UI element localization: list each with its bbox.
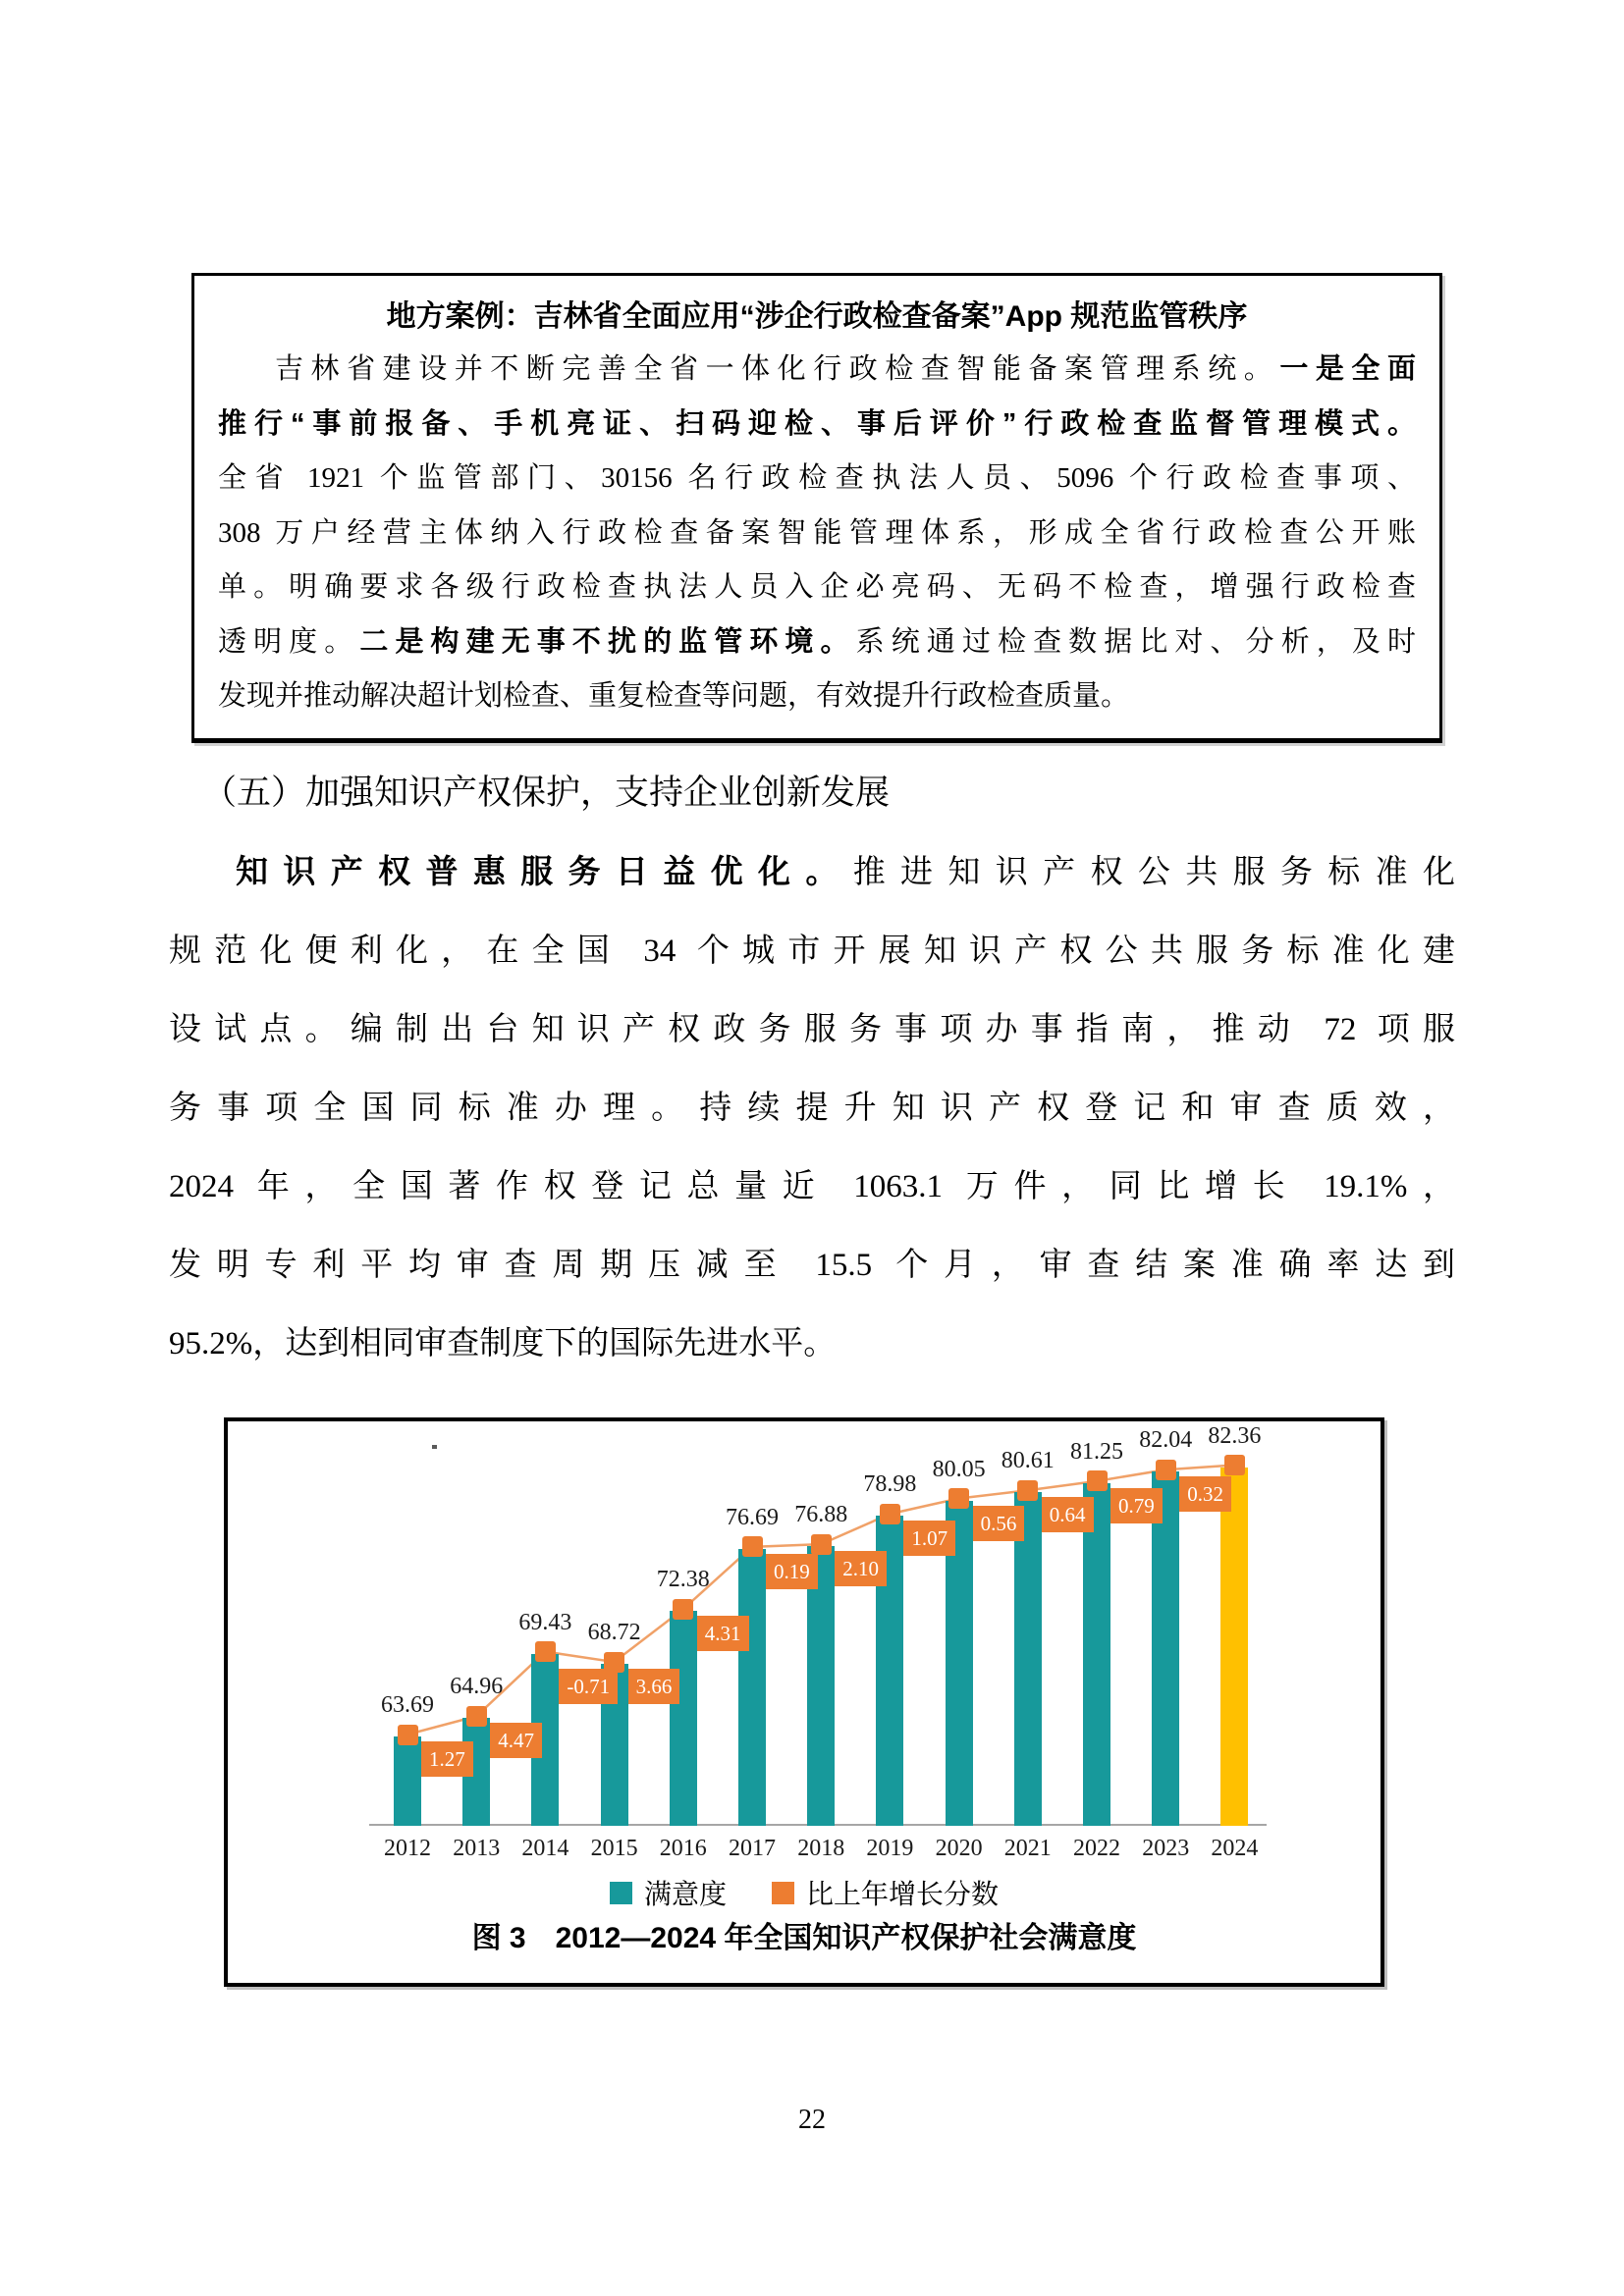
page-number: 22 <box>798 2105 826 2135</box>
x-axis-label: 2023 <box>1142 1836 1190 1861</box>
x-axis-label: 2020 <box>935 1836 983 1861</box>
line-marker <box>398 1725 418 1745</box>
growth-label: 0.79 <box>1110 1488 1163 1523</box>
x-axis-label: 2019 <box>866 1836 914 1861</box>
bold-text-segment: 推行“事前报备、手机亮证、扫码迎检、事后评价”行政检查监督管理模式。 <box>218 407 1416 440</box>
text-segment: 吉林省建设并不断完善全省一体化行政检查智能备案管理系统。 <box>275 353 1280 385</box>
x-axis-label: 2012 <box>384 1836 431 1861</box>
x-axis-label: 2024 <box>1211 1836 1259 1861</box>
text-segment: 2024 年，全国著作权登记总量近 1063.1 万件，同比增长 19.1%， <box>169 1169 1455 1204</box>
body-line <box>169 1148 1455 1226</box>
body-line <box>169 912 1455 990</box>
text-segment: 发明专利平均审查周期压减至 15.5 个月，审查结案准确率达到 <box>169 1248 1455 1283</box>
satisfaction-bar <box>1220 1468 1248 1826</box>
x-axis-label: 2014 <box>521 1836 569 1861</box>
text-segment: 设试点。编制出台知识产权政务服务事项办事指南，推动 72 项服 <box>169 1012 1455 1047</box>
satisfaction-bar <box>1152 1471 1179 1826</box>
growth-label: 4.47 <box>490 1723 542 1758</box>
line-marker <box>811 1534 832 1555</box>
growth-label: 0.19 <box>766 1554 818 1589</box>
growth-label: 1.27 <box>421 1741 473 1777</box>
text-segment: 308 万户经营主体纳入行政检查备案智能管理体系，形成全省行政检查公开账 <box>218 516 1416 549</box>
growth-label: 1.07 <box>903 1521 955 1556</box>
text-segment: 发现并推动解决超计划检查、重复检查等问题，有效提升行政检查质量。 <box>218 680 1130 712</box>
satisfaction-bar <box>394 1736 421 1826</box>
satisfaction-bar <box>670 1611 697 1826</box>
x-axis-label: 2013 <box>453 1836 501 1861</box>
line-marker <box>742 1536 763 1557</box>
case-box-line <box>218 669 1416 724</box>
text-segment: 系统通过检查数据比对、分析，及时 <box>855 625 1416 658</box>
text-segment: 透明度。 <box>218 625 360 658</box>
line-marker <box>880 1504 900 1524</box>
growth-label: 0.32 <box>1179 1476 1231 1512</box>
bar-value-label: 82.04 <box>1139 1427 1193 1454</box>
satisfaction-bar <box>1083 1483 1110 1826</box>
case-box-line <box>218 507 1416 561</box>
growth-label: 0.56 <box>973 1506 1025 1541</box>
case-box-body <box>218 343 1416 724</box>
case-box-title: 地方案例：吉林省全面应用“涉企行政检查备案”App 规范监管秩序 <box>386 300 1248 333</box>
growth-label: -0.71 <box>559 1669 618 1704</box>
case-box-line <box>218 452 1416 507</box>
line-marker <box>1156 1460 1176 1480</box>
legend-label-growth: 比上年增长分数 <box>806 1880 1000 1910</box>
case-box-line <box>218 343 1416 398</box>
bar-value-label: 63.69 <box>381 1692 434 1718</box>
x-axis-label: 2016 <box>659 1836 707 1861</box>
figure-3 <box>224 1417 1384 1987</box>
bar-value-label: 82.36 <box>1208 1422 1262 1449</box>
bar-value-label: 78.98 <box>863 1471 917 1498</box>
chart-legend <box>228 1873 1380 1912</box>
text-segment: 规范化便利化，在全国 34 个城市开展知识产权公共服务标准化建 <box>169 934 1455 969</box>
case-box-line <box>218 615 1416 670</box>
line-marker <box>1224 1455 1245 1475</box>
figure-caption: 图 3 2012—2024 年全国知识产权保护社会满意度 <box>471 1922 1137 1954</box>
legend-swatch-satisfaction-icon <box>610 1882 632 1904</box>
x-axis-label: 2021 <box>1003 1836 1052 1861</box>
body-line <box>169 832 1455 912</box>
body-line <box>169 1226 1455 1305</box>
legend-item-satisfaction <box>610 1873 727 1912</box>
line-marker <box>1087 1470 1108 1491</box>
bar-value-label: 80.05 <box>932 1456 986 1482</box>
bold-text-segment: 一是全面 <box>1279 353 1416 385</box>
bar-value-label: 69.43 <box>518 1609 572 1635</box>
text-segment: 95.2%，达到相同审查制度下的国际先进水平。 <box>169 1326 837 1362</box>
line-marker <box>673 1599 693 1620</box>
body-paragraph <box>169 832 1455 1383</box>
case-box-line <box>218 561 1416 615</box>
bar-value-label: 76.69 <box>726 1504 779 1530</box>
bold-text-segment: 知识产权普惠服务日益优化。 <box>236 853 853 889</box>
text-segment: 单。明确要求各级行政检查执法人员入企必亮码、无码不检查，增强行政检查 <box>218 571 1416 603</box>
case-box-line <box>218 398 1416 453</box>
line-marker <box>948 1488 969 1509</box>
x-axis-label: 2022 <box>1073 1836 1120 1861</box>
bar-value-label: 80.61 <box>1001 1448 1055 1474</box>
bar-value-label: 72.38 <box>656 1567 710 1593</box>
growth-label: 2.10 <box>835 1551 887 1586</box>
body-line <box>169 1305 1455 1383</box>
bar-value-label: 76.88 <box>794 1502 848 1528</box>
legend-item-growth <box>772 1873 999 1912</box>
text-segment: 务事项全国同标准办理。持续提升知识产权登记和审查质效， <box>169 1091 1455 1126</box>
bar-value-label: 81.25 <box>1070 1438 1123 1465</box>
legend-swatch-growth-icon <box>772 1882 794 1904</box>
line-marker <box>466 1706 487 1727</box>
text-segment: 推进知识产权公共服务标准化 <box>852 855 1456 890</box>
growth-label: 0.64 <box>1042 1497 1094 1532</box>
bar-value-label: 64.96 <box>450 1674 504 1700</box>
chart-plot-area <box>228 1421 1380 1861</box>
x-axis-label: 2018 <box>797 1836 845 1861</box>
growth-label: 4.31 <box>697 1616 749 1651</box>
bar-value-label: 68.72 <box>587 1620 641 1646</box>
satisfaction-bar <box>1014 1492 1042 1826</box>
line-marker <box>1017 1480 1038 1501</box>
satisfaction-bar <box>738 1549 766 1826</box>
line-marker <box>535 1641 556 1662</box>
body-line <box>169 1069 1455 1148</box>
body-line <box>169 990 1455 1069</box>
x-axis-label: 2017 <box>729 1836 776 1861</box>
bold-text-segment: 二是构建无事不扰的监管环境。 <box>359 625 856 658</box>
x-axis-label: 2015 <box>590 1836 638 1861</box>
growth-label: 3.66 <box>628 1669 680 1704</box>
section-heading: （五）加强知识产权保护，支持企业创新发展 <box>202 774 891 812</box>
legend-label-satisfaction: 满意度 <box>643 1880 727 1910</box>
local-case-box <box>191 273 1442 743</box>
text-segment: 全省 1921 个监管部门、30156 名行政检查执法人员、5096 个行政检查事项、 <box>218 462 1416 494</box>
